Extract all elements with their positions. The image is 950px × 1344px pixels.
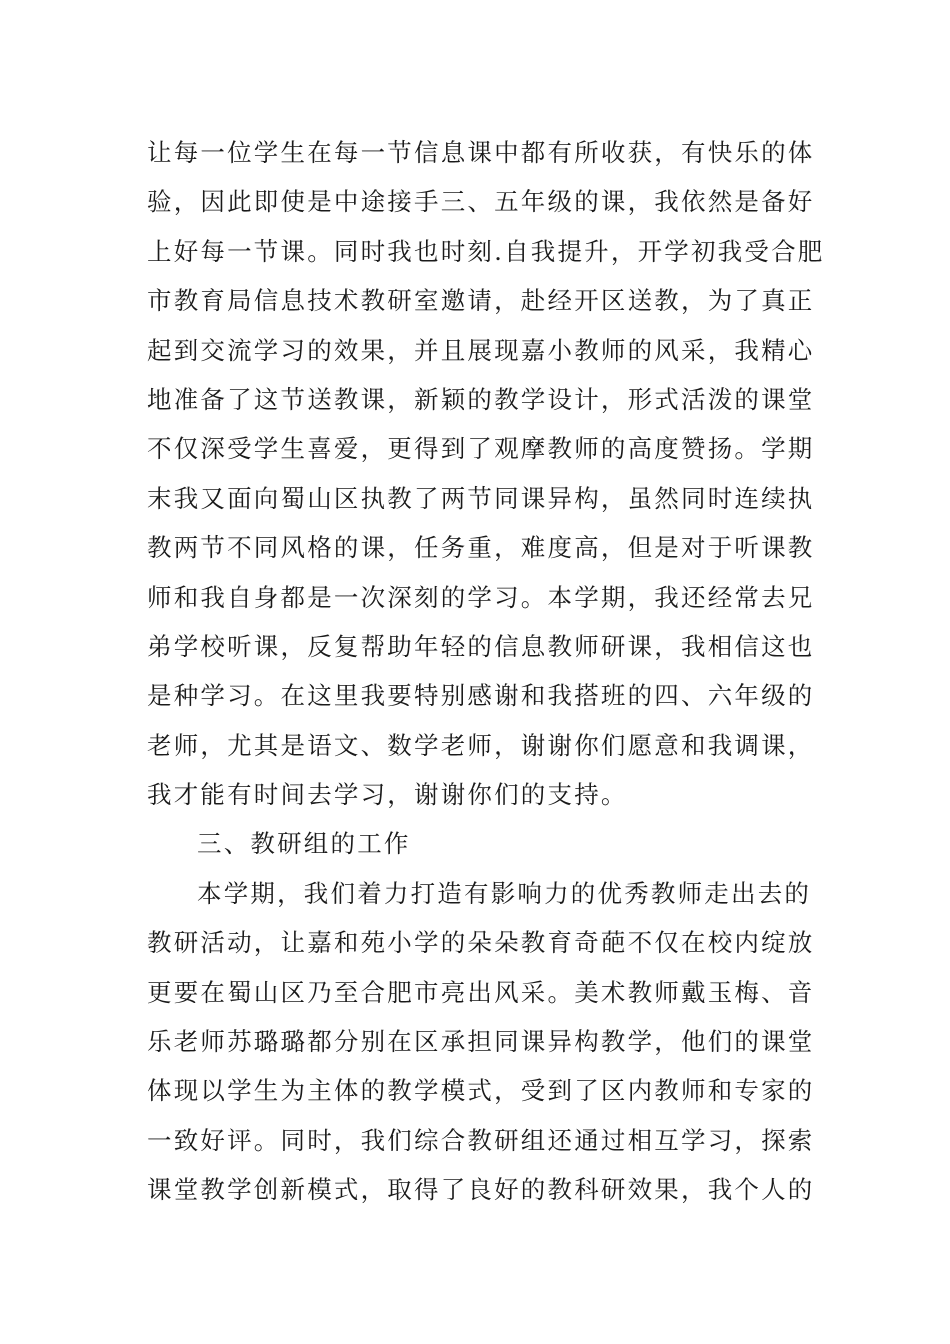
text-line: 让每一位学生在每一节信息课中都有所收获，有快乐的体 bbox=[147, 138, 815, 167]
text-line: 我才能有时间去学习，谢谢你们的支持。 bbox=[147, 780, 628, 810]
text-line: 老师，尤其是语文、数学老师，谢谢你们愿意和我调课， bbox=[147, 730, 815, 760]
text-line: 地准备了这节送教课，新颖的教学设计，形式活泼的课堂 bbox=[147, 384, 815, 414]
text-line: 课堂教学创新模式，取得了良好的教科研效果，我个人的 bbox=[147, 1175, 815, 1205]
text-line: 乐老师苏璐璐都分别在区承担同课异构教学，他们的课堂 bbox=[147, 1027, 815, 1057]
text-line: 验，因此即使是中途接手三、五年级的课，我依然是备好 bbox=[147, 187, 815, 217]
text-line: 教研活动，让嘉和苑小学的朵朵教育奇葩不仅在校内绽放 bbox=[147, 928, 815, 958]
text-line: 弟学校听课，反复帮助年轻的信息教师研课，我相信这也 bbox=[147, 631, 815, 661]
text-line: 上好每一节课。同时我也时刻.自我提升，开学初我受合肥 bbox=[147, 236, 825, 266]
text-line: 是种学习。在这里我要特别感谢和我搭班的四、六年级的 bbox=[147, 681, 815, 711]
text-line: 一致好评。同时，我们综合教研组还通过相互学习，探索 bbox=[147, 1125, 815, 1155]
text-line: 不仅深受学生喜爱，更得到了观摩教师的高度赞扬。学期 bbox=[147, 434, 815, 464]
text-line: 末我又面向蜀山区执教了两节同课异构，虽然同时连续执 bbox=[147, 483, 815, 513]
text-line: 体现以学生为主体的教学模式，受到了区内教师和专家的 bbox=[147, 1076, 815, 1106]
body-text bbox=[147, 128, 825, 1215]
text-line: 市教育局信息技术教研室邀请，赴经开区送教，为了真正 bbox=[147, 286, 815, 316]
text-line: 更要在蜀山区乃至合肥市亮出风采。美术教师戴玉梅、音 bbox=[147, 977, 815, 1007]
text-line: 教两节不同风格的课，任务重，难度高，但是对于听课教 bbox=[147, 533, 815, 563]
text-line: 师和我自身都是一次深刻的学习。本学期，我还经常去兄 bbox=[147, 582, 815, 612]
text-line: 起到交流学习的效果，并且展现嘉小教师的风采，我精心 bbox=[147, 335, 815, 365]
text-line: 本学期，我们着力打造有影响力的优秀教师走出去的 bbox=[197, 878, 812, 908]
section-heading: 三、教研组的工作 bbox=[197, 829, 411, 859]
